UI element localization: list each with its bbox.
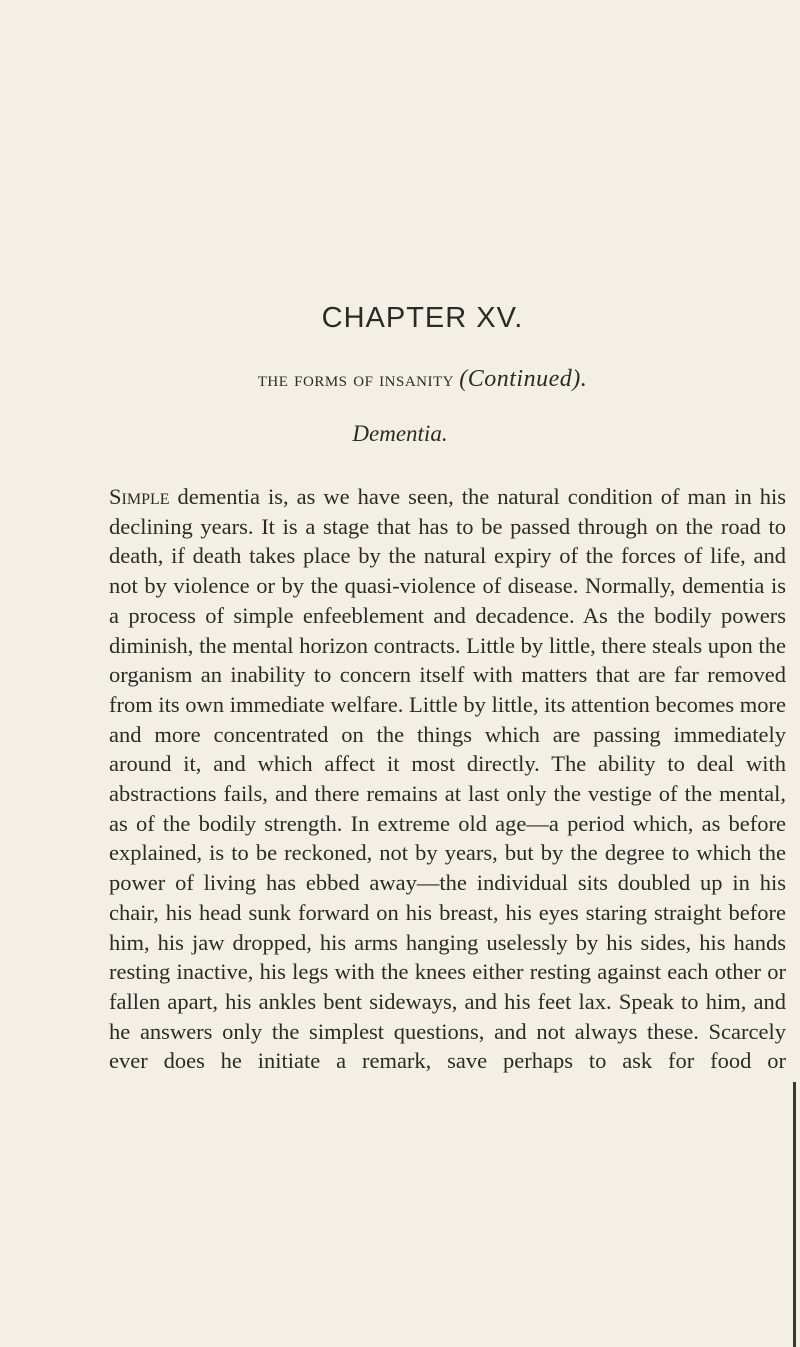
body-paragraph bbox=[109, 482, 786, 1076]
chapter-subtitle bbox=[0, 366, 800, 393]
section-heading: Dementia. bbox=[352, 421, 448, 446]
chapter-heading: CHAPTER XV. bbox=[321, 302, 524, 334]
page-edge-shadow bbox=[793, 1082, 796, 1347]
paragraph-text: dementia is, as we have seen, the natural condition of man in his declining years. It is a stage that has to be passed through on the road to death, if death takes place by the natural expiry of the forces of life, and not by violence or by the quasi-violence of disease. Normally, dementia is a process of simple enfeeblement and decadence. As the bodily powers diminish, the mental horizon contracts. Little by little, there steals upon the organism an inability to concern itself with matters that are far removed from its own immediate welfare. Little by little, its attention becomes more and more concentrated on the things which are passing immediately around it, and which affect it most directly. The ability to deal with abstractions fails, and there remains at last only the vestige of the mental, as of the bodily strength. In extreme old age—a period which, as before explained, is to be reckoned, not by years, but by the degree to which the power of living has ebbed away—the individual sits doubled up in his chair, his head sunk forward on his breast, his eyes staring straight before him, his jaw dropped, his arms hanging uselessly by his sides, his hands resting inactive, his legs with the knees either resting against each other or fallen apart, his ankles bent sideways, and his feet lax. Speak to him, and he answers only the simplest questions, and not always these. Scarcely ever does he initiate a remark, save perhaps to ask for food or bbox=[109, 484, 786, 1074]
subtitle-italic: (Continued). bbox=[459, 366, 588, 392]
lead-word: Simple bbox=[109, 484, 170, 509]
subtitle-caps: the forms of insanity bbox=[257, 367, 455, 391]
